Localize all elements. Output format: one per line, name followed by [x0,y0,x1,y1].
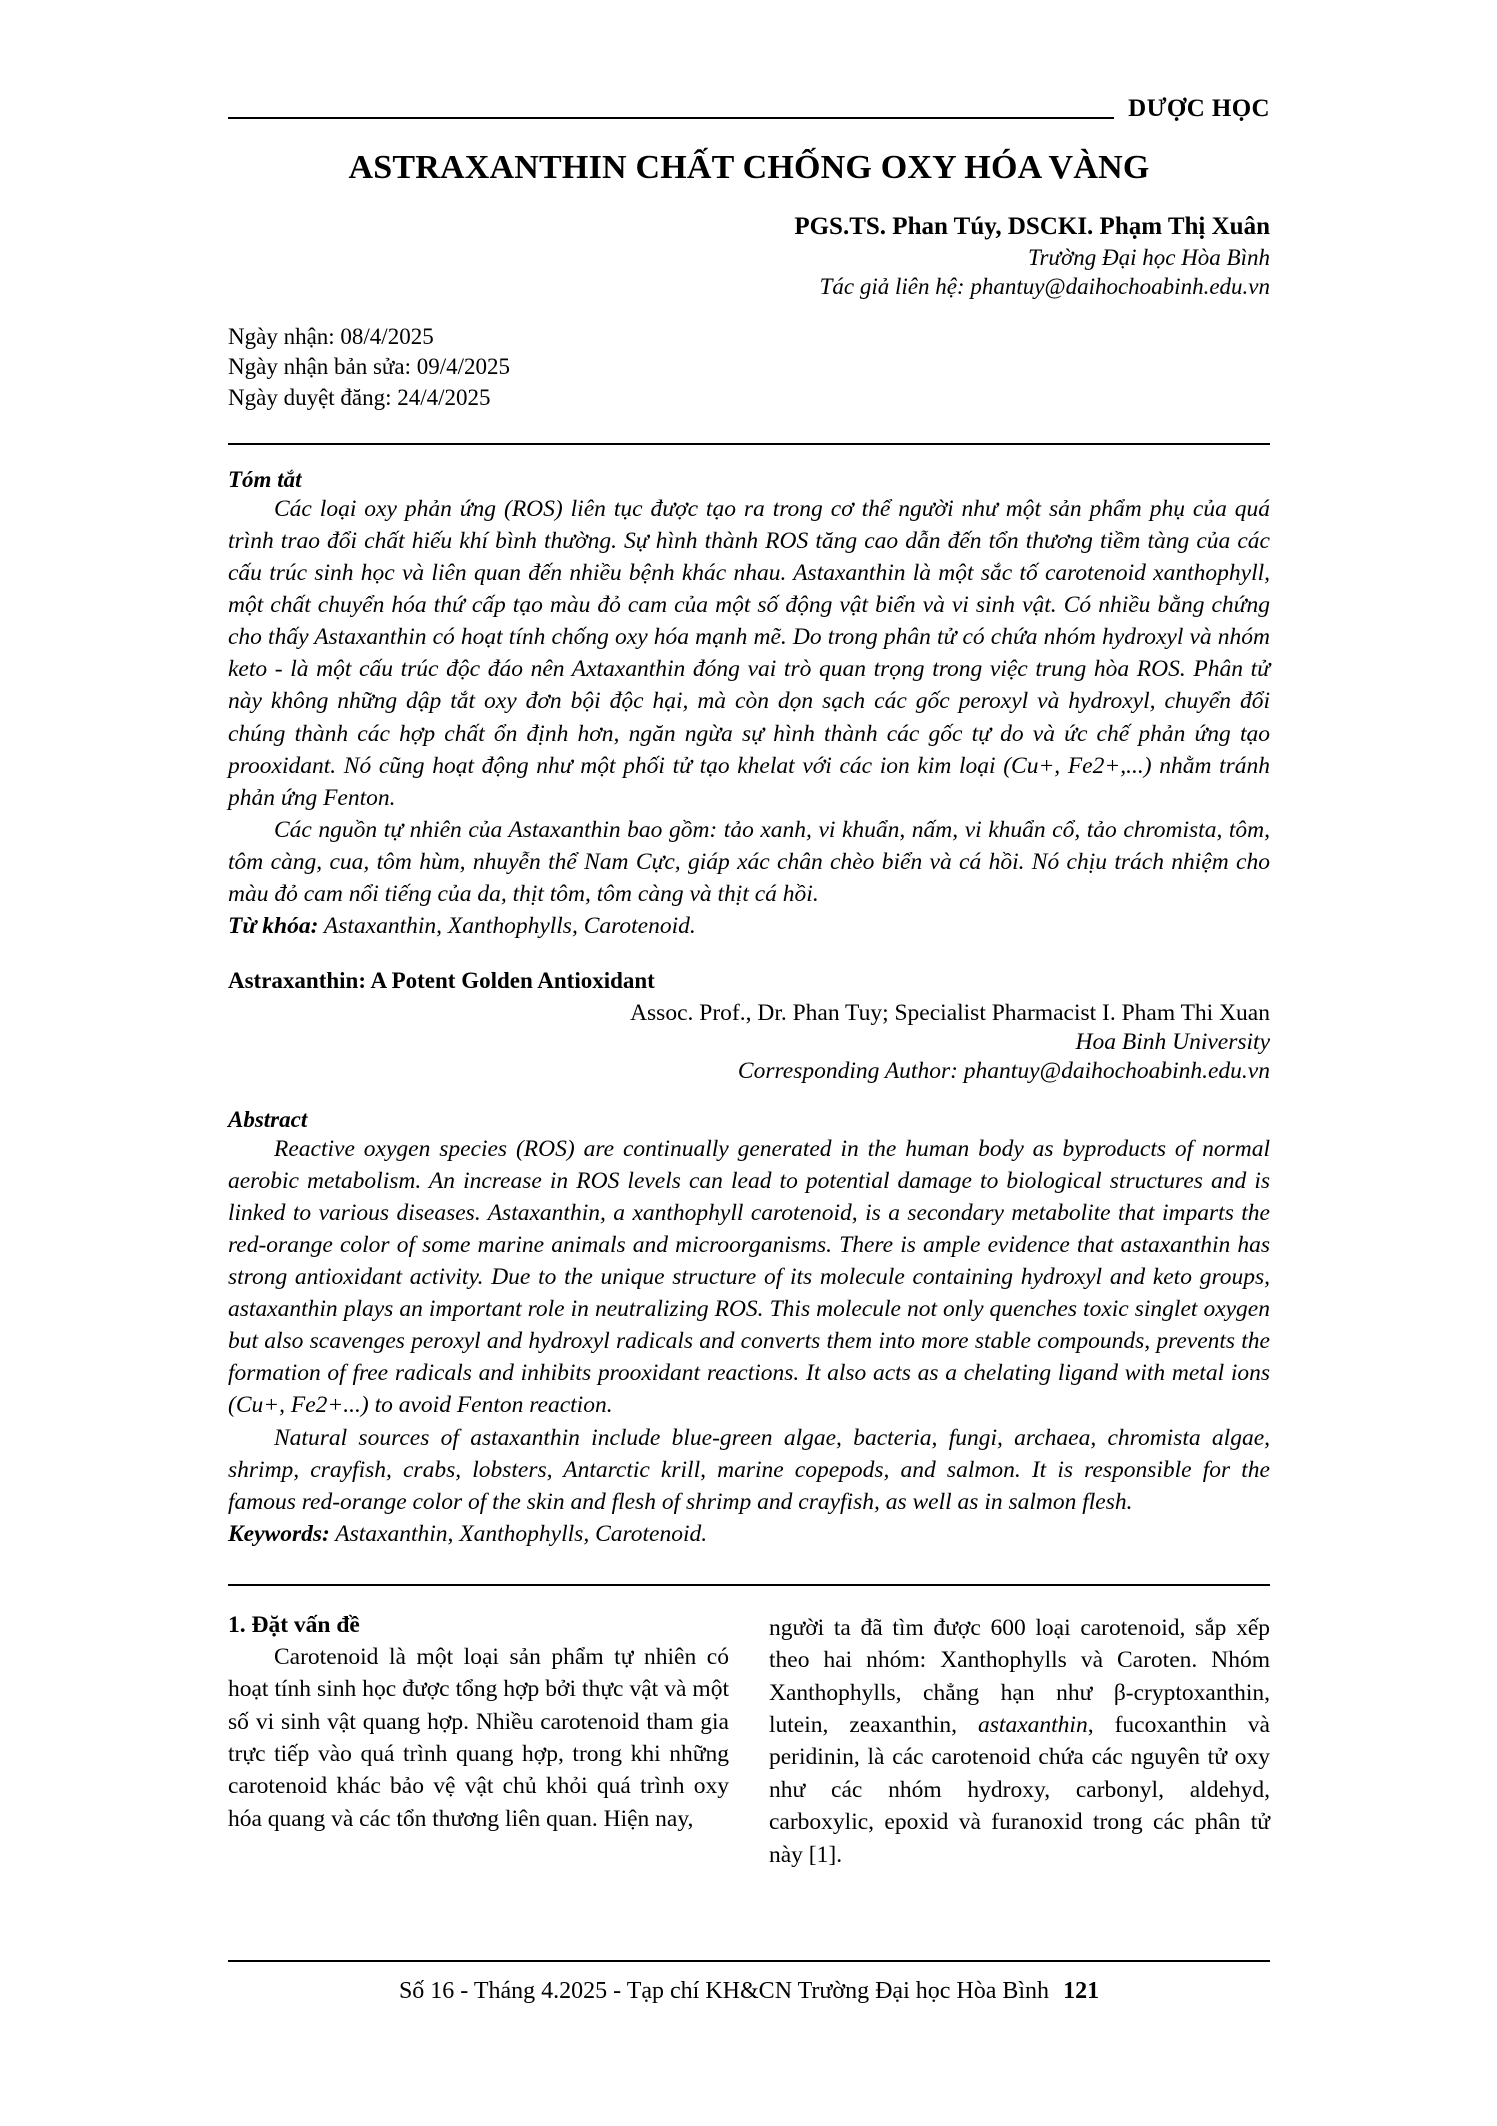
keywords-en-value: Astaxanthin, Xanthophylls, Carotenoid. [329,1520,708,1547]
divider-body [228,1584,1270,1586]
body-right-text-b: , fucoxanthin và peridinin, là các carotenoid chứa các nguyên tử oxy như các nhóm hydroxy, carbonyl, aldehyd, carboxylic, epoxid và furanoxid trong các phân tử này [1]. [769,1712,1270,1868]
abstract-vi-paragraph-2: Các nguồn tự nhiên của Astaxanthin bao gồm: tảo xanh, vi khuẩn, nấm, vi khuẩn cổ, tảo chromista, tôm, tôm càng, cua, tôm hùm, nhuyễn thể Nam Cực, giáp xác chân chèo biển và cá hồi. Nó chịu trách nhiệm cho màu đỏ cam nổi tiếng của da, thịt tôm, tôm càng và thịt cá hồi. [228,816,1270,907]
body-columns [228,1612,1270,1871]
page-number: 121 [1063,1978,1100,2004]
footer-line [228,1978,1270,2005]
body-right-italic-term: astaxanthin [978,1712,1088,1739]
page-footer [228,1960,1270,2005]
english-title: Astraxanthin: A Potent Golden Antioxidant [228,967,655,993]
affiliation-en: Hoa Binh University [1075,1028,1270,1055]
abstract-vi-paragraph-1: Các loại oxy phản ứng (ROS) liên tục được tạo ra trong cơ thể người như một sản phẩm phụ của quá trình trao đổi chất hiếu khí bình thường. Sự hình thành ROS tăng cao dẫn đến tổn thương tiềm tàng của các cấu trúc sinh học và liên quan đến nhiều bệnh khác nhau. Astaxanthin là một sắc tố carotenoid xanthophyll, một chất chuyển hóa thứ cấp tạo màu đỏ cam của một số động vật biển và vi sinh vật. Có nhiều bằng chứng cho thấy Astaxanthin có hoạt tính chống oxy hóa mạnh mẽ. Do trong phân tử có chứa nhóm hydroxyl và nhóm keto - là một cấu trúc độc đáo nên Axtaxanthin đóng vai trò quan trọng trong việc trung hòa ROS. Phân tử này không những dập tắt oxy đơn bội độc hại, mà còn dọn sạch các gốc peroxyl và hydroxyl, chuyển đổi chúng thành các hợp chất ổn định hơn, ngăn ngừa sự hình thành các gốc tự do và ức chế phản ứng tạo prooxidant. Nó cũng hoạt động như một phối tử tạo khelat với các ion kim loại (Cu+, Fe2+,...) nhằm tránh phản ứng Fenton. [228,496,1270,811]
abstract-en-paragraph-2: Natural sources of astaxanthin include blue-green algae, bacteria, fungi, archaea, chromista algae, shrimp, crayfish, crabs, lobsters, Antarctic krill, marine copepods, and salmon. It is responsible for the famous red-orange color of the skin and flesh of shrimp and crayfish, as well as in salmon flesh. [228,1424,1270,1515]
abstract-en-label: Abstract [228,1106,308,1132]
authors-en: Assoc. Prof., Dr. Phan Tuy; Specialist Pharmacist I. Pham Thi Xuan [630,999,1270,1026]
divider-top [228,443,1270,445]
abstract-en-paragraph-1: Reactive oxygen species (ROS) are continually generated in the human body as byproducts of normal aerobic metabolism. An increase in ROS levels can lead to potential damage to biological structures and is linked to various diseases. Astaxanthin, a xanthophyll carotenoid, is a secondary metabolite that imparts the red-orange color of some marine animals and microorganisms. There is ample evidence that astaxanthin has strong antioxidant activity. Due to the unique structure of its molecule containing hydroxyl and keto groups, astaxanthin plays an important role in neutralizing ROS. This molecule not only quenches toxic singlet oxygen but also scavenges peroxyl and hydroxyl radicals and converts them into more stable compounds, prevents the formation of free radicals and inhibits prooxidant reactions. It also acts as a chelating ligand with metal ions (Cu+, Fe2+...) to avoid Fenton reaction. [228,1135,1270,1419]
body-paragraph-left: Carotenoid là một loại sản phẩm tự nhiên có hoạt tính sinh học được tổng hợp bởi thực vật và một số vi sinh vật quang hợp. Nhiều carotenoid tham gia trực tiếp vào quá trình quang hợp, trong khi những carotenoid khác bảo vệ vật chủ khỏi quá trình oxy hóa quang và các tổn thương liên quan. Hiện nay, [228,1643,729,1832]
body-right-text-a: người ta đã tìm được 600 loại carotenoid, sắp xếp theo hai nhóm: Xanthophylls và Caroten. Nhóm Xanthophylls, chẳng hạn như β-cryptoxanthin, lutein, zeaxanthin, [769,1614,1270,1739]
keywords-vi-label: Từ khóa: [228,912,319,939]
page-content [228,0,1270,1871]
authors-vi: PGS.TS. Phan Túy, DSCKI. Phạm Thị Xuân [794,213,1270,240]
date-received: Ngày nhận: 08/4/2025 [228,324,434,349]
keywords-vi [228,910,1270,942]
abstract-vi-label: Tóm tắt [228,467,302,493]
column-right [769,1612,1270,1871]
affiliation-vi: Trường Đại học Hòa Bình [1027,245,1270,270]
corresponding-en [228,1058,1270,1085]
body-paragraph-right [769,1612,1270,1871]
corresponding-en-label: Corresponding Author [737,1057,951,1084]
corresponding-vi: Tác giả liên hệ: phantuy@daihochoabinh.edu.vn [819,274,1270,299]
corresponding-en-email: : phantuy@daihochoabinh.edu.vn [950,1057,1270,1084]
column-left [228,1612,729,1871]
keywords-en-label: Keywords: [228,1520,330,1547]
footer-rule [228,1960,1270,1962]
keywords-vi-value: Astaxanthin, Xanthophylls, Carotenoid. [318,912,696,939]
footer-journal-text: Số 16 - Tháng 4.2025 - Tạp chí KH&CN Trường Đại học Hòa Bình [398,1978,1050,2004]
header-section-label: DƯỢC HỌC [1114,95,1270,123]
section-heading-1: 1. Đặt vấn đề [228,1611,360,1638]
running-header [228,95,1270,131]
date-accepted: Ngày duyệt đăng: 24/4/2025 [228,384,491,410]
date-revised: Ngày nhận bản sửa: 09/4/2025 [228,354,511,380]
keywords-en [228,1518,1270,1550]
dates-block [228,322,1270,413]
page-title: ASTRAXANTHIN CHẤT CHỐNG OXY HÓA VÀNG [348,149,1150,186]
